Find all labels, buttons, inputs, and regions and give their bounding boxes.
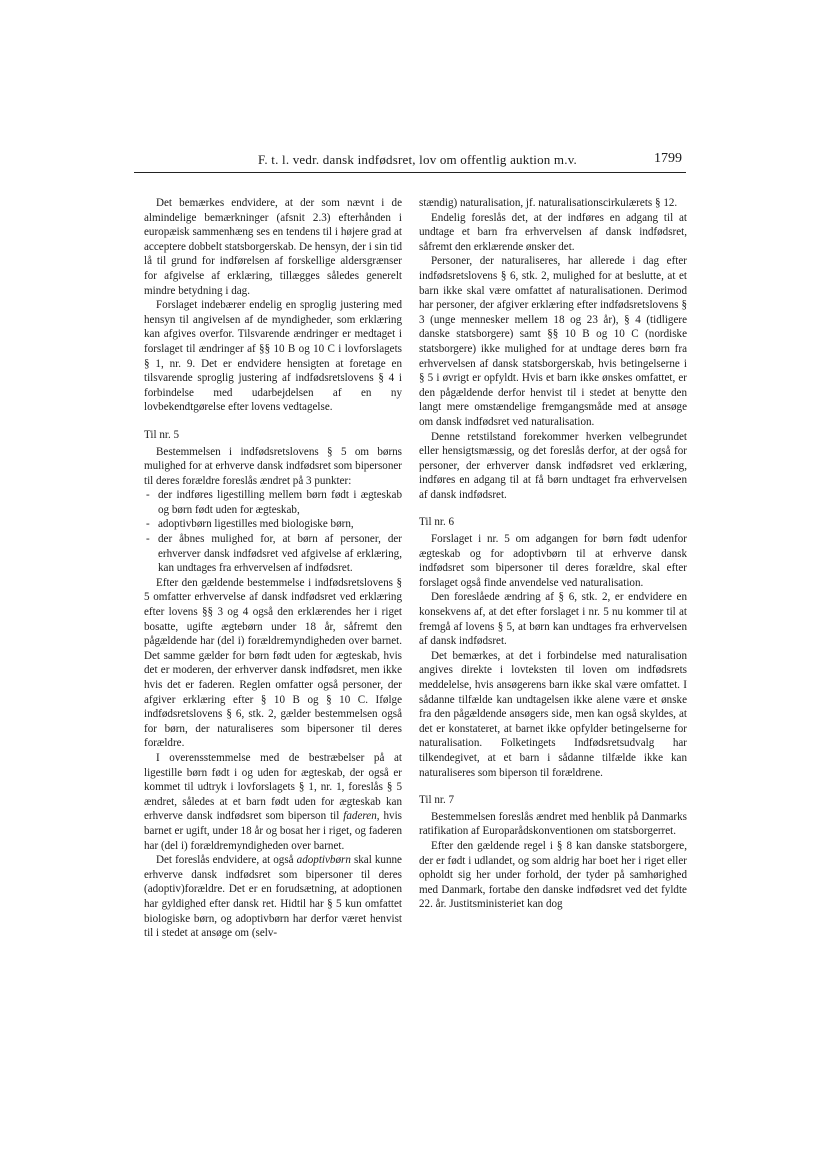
- page-number: 1799: [654, 151, 682, 166]
- dash-bullet: -: [146, 489, 150, 502]
- text-run: skal kunne erhverve dansk indfødsret som bipersoner til deres (adoptiv)forældre. Det er en forudsætning, at adoptionen har gyldighed efter dansk ret. Hidtil har § 5 kun omfattet biologiske børn, og adoptivbørn har derfor været henvist til i stedet at ansøge om (selv-: [144, 854, 402, 940]
- amendment-points-list: [144, 488, 402, 576]
- right-column: [419, 196, 687, 912]
- dash-bullet: -: [146, 518, 150, 531]
- paragraph: Forslaget i nr. 5 om adgangen for børn født udenfor ægteskab og for adoptivbørn til at erhverve dansk indfødsret som bipersoner til deres forældre, skal efter forslaget også finde anvendelse ved naturalisation.: [419, 533, 687, 589]
- list-item-text: der åbnes mulighed for, at børn af personer, der erhverver dansk indfødsret ved afgivelse af erklæring, kan undtages fra erhvervelsen af indfødsret.: [158, 533, 402, 575]
- paragraph: Denne retstilstand forekommer hverken velbegrundet eller hensigtsmæssig, og det foreslås derfor, at der også for personer, der erhverver dansk indfødsret ved erklæring, indføres en adgang til at få børn undtaget fra erhvervelsen af dansk indfødsret.: [419, 430, 687, 501]
- dash-bullet: -: [146, 533, 150, 546]
- list-item-text: adoptivbørn ligestilles med biologiske børn,: [158, 518, 354, 531]
- paragraph: Forslaget indebærer endelig en sproglig justering med hensyn til angivelsen af de myndigheder, som erklæring kan afgives overfor. Tilsvarende ændringer er medtaget i forslaget til ændringer af §§ 10 B og 10 C i lovforslagets § 1, nr. 9. Det er endvidere hensigten at foretage en tilsvarende sproglig justering af indfødsretslovens § 4 i forbindelse med udarbejdelsen af en ny lovbekendtgørelse efter lovens vedtagelse.: [144, 299, 402, 414]
- running-header: [134, 150, 686, 173]
- paragraph: Efter den gældende regel i § 8 kan danske statsborgere, der er født i udlandet, og som aldrig har boet her i riget eller opholdt sig her under forhold, der tyder på samhørighed med Danmark, fortabe den danske indfødsret ved det fyldte 22. år. Justitsministeriet kan dog: [419, 839, 687, 911]
- paragraph: Personer, der naturaliseres, har allerede i dag efter indfødsretslovens § 6, stk. 2, mulighed for at beslutte, at et barn ikke skal være omfattet af naturalisationen. Derimod har personer, der afgiver erklæring efter indfødsretslovens § 3 (unge mennesker mellem 18 og 23 år), § 4 (tidligere danske statsborgere) samt §§ 10 B og 10 C (nordiske statsborgere) ikke mulighed for at undtage deres børn fra erhvervelsen af dansk statsborgerskab, hvis betingelserne i § 5 i øvrigt er opfyldt. Hvis et barn ikke ønskes omfattet, er den pågældende derfor henvist til i stedet at benytte den langt mere omstændelige fremgangsmåde med at ansøge om dansk indfødsret ved naturalisation.: [419, 255, 687, 428]
- left-column: [144, 196, 402, 941]
- text-run: , hvis barnet er ugift, under 18 år og bosat her i riget, og faderen har (del i) forældremyndigheden over barnet.: [144, 810, 402, 852]
- text-run: Det foreslås endvidere, at også: [156, 854, 297, 867]
- emphasis: adoptivbørn: [296, 854, 351, 867]
- paragraph: Endelig foreslås det, at der indføres en adgang til at undtage et barn fra erhvervelsen af dansk indfødsret, såfremt den erklærende ønsker det.: [419, 211, 687, 253]
- paragraph: [144, 853, 402, 941]
- paragraph: Bestemmelsen i indfødsretslovens § 5 om børns mulighed for at erhverve dansk indfødsret som bipersoner til deres forældre foreslås ændret på 3 punkter:: [144, 445, 402, 487]
- emphasis: faderen: [343, 810, 377, 823]
- list-item: [144, 532, 402, 576]
- list-item-text: der indføres ligestilling mellem børn født i ægteskab og børn født uden for ægteskab,: [158, 489, 402, 516]
- paragraph: Den foreslåede ændring af § 6, stk. 2, er endvidere en konsekvens af, at det efter forslaget i nr. 5 nu kommer til at fremgå af lovens § 5, at børn kan undtages fra erhvervelsen af dansk indfødsret.: [419, 591, 687, 648]
- text-run: I overensstemmelse med de bestræbelser på at ligestille børn født i og uden for ægteskab, der også er kommet til udtryk i lovforslagets § 1, nr. 1, foreslås § 5 ændret, således at et barn født uden for ægteskab kan erhverve dansk indfødsret som biperson til: [144, 751, 402, 823]
- running-title: F. t. l. vedr. dansk indfødsret, lov om offentlig auktion m.v.: [258, 152, 577, 167]
- section-heading-nr-7: Til nr. 7: [419, 794, 455, 807]
- paragraph-continued: stændig) naturalisation, jf. naturalisationscirkulærets § 12.: [419, 197, 678, 209]
- paragraph: Det bemærkes endvidere, at der som nævnt i de almindelige bemærkninger (afsnit 2.3) efterhånden i europæisk sammenhæng ses en tendens til i højere grad at acceptere dobbelt statsborgerskab. De hensyn, der i sin tid lå til grund for indførelsen af forskellige aldersgrænser for afgivelse af erklæring, tillægges således generelt mindre betydning i dag.: [144, 197, 402, 297]
- section-heading-nr-6: Til nr. 6: [419, 516, 455, 529]
- paragraph: Efter den gældende bestemmelse i indfødsretslovens § 5 omfatter erhvervelse af dansk indfødsret ved erklæring efter lovens §§ 3 og 4 også den erklærendes her i riget bosatte, ugifte ægtebørn under 18 år, såfremt den pågældende har (del i) forældremyndigheden over barnet. Det samme gælder for børn født uden for ægteskab, hvis det er moderen, der erhverver dansk indfødsret, men ikke hvis det er faderen. Reglen omfatter også personer, der afgiver erklæring efter § 10 B og § 10 C. Ifølge indfødsretslovens § 6, stk. 2, gælder bestemmelsen også for børn, der naturaliseres som bipersoner til deres forældre.: [144, 576, 402, 750]
- paragraph: [144, 751, 402, 853]
- list-item: [144, 517, 402, 532]
- list-item: [144, 488, 402, 517]
- paragraph: Bestemmelsen foreslås ændret med henblik på Danmarks ratifikation af Europarådskonventionen om statsborgerret.: [419, 810, 687, 838]
- section-heading-nr-5: Til nr. 5: [144, 428, 180, 441]
- paragraph: Det bemærkes, at det i forbindelse med naturalisation angives direkte i lovteksten til loven om indfødsrets meddelelse, hvis ansøgerens barn ikke skal være omfattet. I sådanne tilfælde kan undtagelsen ikke alene være et ønske fra den pågældende ansøgers side, men kan også skyldes, at det er konstateret, at barnet ikke opfylder betingelserne for naturalisation. Folketingets Indfødsretsudvalg har tilkendegivet, at et barn i sådanne tilfælde ikke kan naturaliseres som biperson til forældrene.: [419, 649, 687, 779]
